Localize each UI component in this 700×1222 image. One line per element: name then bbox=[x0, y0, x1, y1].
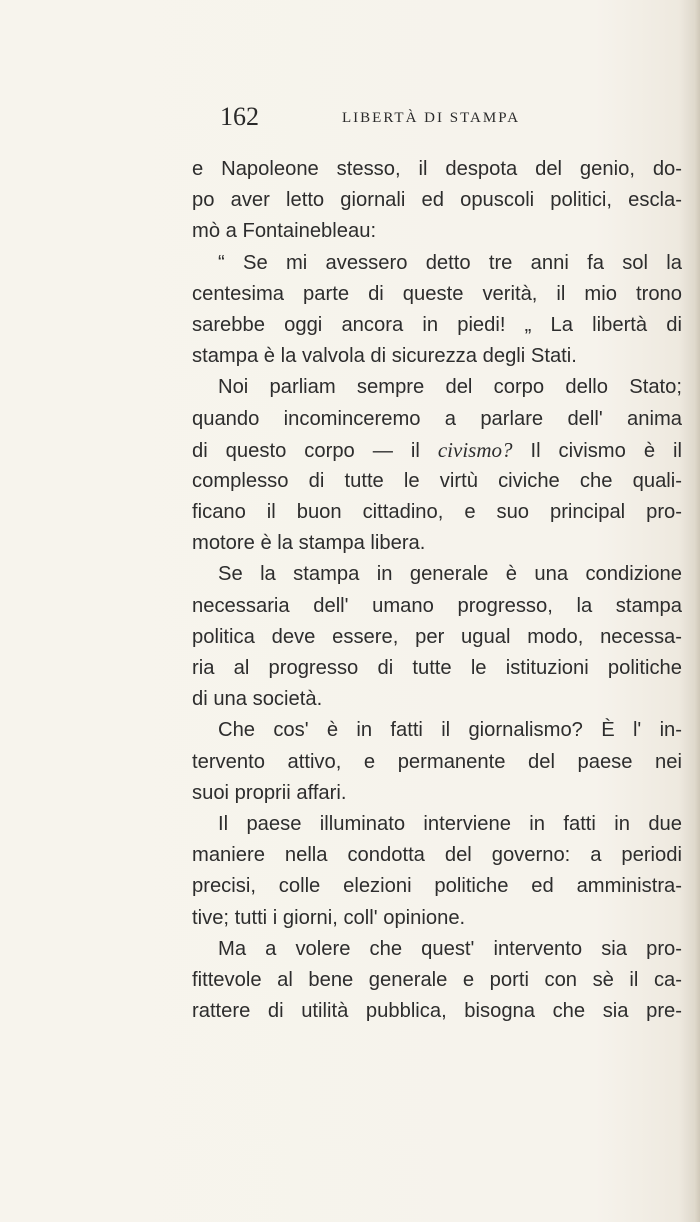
text-line: “ Se mi avessero detto tre anni fa sol la bbox=[218, 251, 682, 274]
text-line: maniere nella condotta del governo: a periodi bbox=[192, 844, 682, 867]
text-line: tervento attivo, e permanente del paese nei bbox=[192, 750, 682, 773]
text-line: sarebbe oggi ancora in piedi! „ La libertà di bbox=[192, 313, 682, 336]
paragraph-4 bbox=[192, 559, 682, 715]
text-line: mò a Fontainebleau: bbox=[192, 220, 377, 243]
paragraph-1 bbox=[192, 154, 682, 248]
text-line: po aver letto giornali ed opuscoli politici, escla- bbox=[192, 189, 682, 212]
paragraph-6 bbox=[192, 809, 682, 934]
text-line: motore è la stampa libera. bbox=[192, 532, 426, 555]
paragraph-2 bbox=[192, 248, 682, 373]
text-segment: di questo corpo — il bbox=[192, 439, 420, 462]
paragraph-7 bbox=[192, 934, 682, 1028]
text-line: di una società. bbox=[192, 688, 323, 711]
paragraph-3 bbox=[192, 372, 682, 559]
page-number: 162 bbox=[220, 102, 259, 131]
italic-term: civismo? bbox=[437, 437, 513, 462]
text-line: rattere di utilità pubblica, bisogna che sia pre- bbox=[192, 1000, 682, 1023]
text-line-with-italic bbox=[192, 435, 682, 466]
text-line: stampa è la valvola di sicurezza degli Stati. bbox=[192, 345, 577, 368]
text-line: quando incominceremo a parlare dell' anima bbox=[192, 407, 682, 430]
text-line: Ma a volere che quest' intervento sia pro- bbox=[218, 937, 682, 960]
text-line: suoi proprii affari. bbox=[192, 781, 347, 804]
text-line: complesso di tutte le virtù civiche che quali- bbox=[192, 469, 682, 492]
body-text bbox=[192, 154, 682, 1027]
text-line: tive; tutti i giorni, coll' opinione. bbox=[192, 906, 466, 929]
text-line: Noi parliam sempre del corpo dello Stato; bbox=[218, 376, 682, 399]
page-header bbox=[192, 102, 682, 142]
page-edge bbox=[694, 0, 700, 1222]
text-line: politica deve essere, per ugual modo, necessa- bbox=[192, 625, 682, 648]
text-line: precisi, colle elezioni politiche ed amministra- bbox=[192, 875, 682, 898]
text-line: necessaria dell' umano progresso, la stampa bbox=[192, 594, 682, 617]
text-line: e Napoleone stesso, il despota del genio, do- bbox=[192, 158, 682, 180]
text-line: Che cos' è in fatti il giornalismo? È l' in- bbox=[218, 719, 682, 742]
text-line: fittevole al bene generale e porti con sè il ca- bbox=[192, 968, 682, 991]
text-line: ria al progresso di tutte le istituzioni politiche bbox=[192, 657, 682, 679]
text-line: Il paese illuminato interviene in fatti in due bbox=[218, 812, 682, 835]
text-line: ficano il buon cittadino, e suo principal pro- bbox=[192, 501, 682, 524]
text-line: centesima parte di queste verità, il mio trono bbox=[192, 282, 682, 305]
text-line: Se la stampa in generale è una condizione bbox=[218, 563, 682, 586]
running-title: LIBERTÀ DI STAMPA bbox=[342, 110, 521, 126]
text-segment: Il civismo è il bbox=[512, 439, 682, 462]
paragraph-5 bbox=[192, 715, 682, 809]
